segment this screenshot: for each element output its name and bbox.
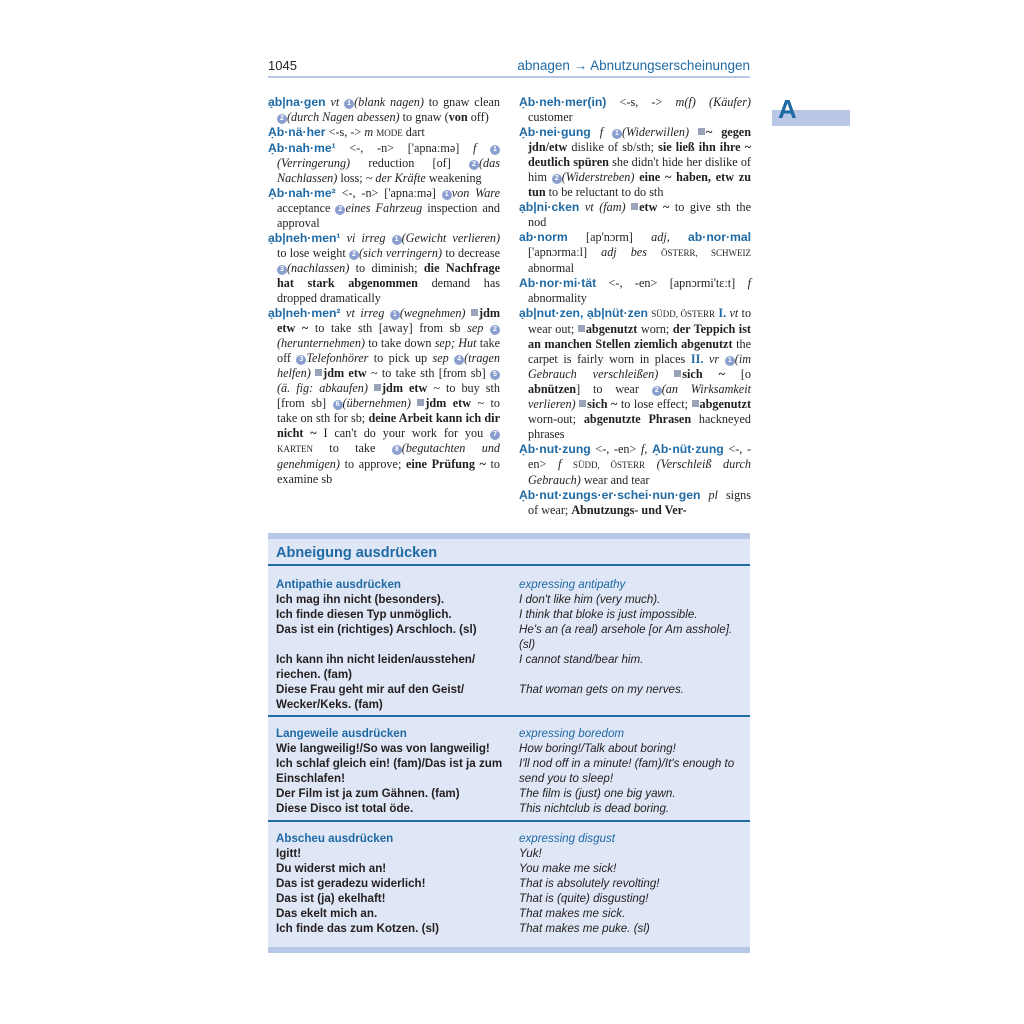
entry-abnormitaet: Ab·nor·mi·tät <-, -en> [apnɔrmi'tɛːt] f abnormality bbox=[519, 276, 751, 305]
phrase-row: Diese Disco ist total öde. This nichtclub is dead boring. bbox=[276, 802, 670, 815]
sense-number-icon: 1 bbox=[442, 190, 452, 200]
square-bullet-icon bbox=[374, 384, 381, 391]
entry-abnehmen-1: ạb|neh·men¹ vi irreg 1 (Gewicht verlieren) to lose weight 2 (sich verringern) to decrease 3 (nachlassen) to diminish; die Nachfrage hat stark abgenommen demand has dropped dramatically bbox=[268, 231, 501, 305]
usage-box bbox=[268, 533, 750, 953]
square-bullet-icon bbox=[631, 203, 638, 210]
entry-abnahme-2: Ạb·nah·me² <-, -n> ['apnaːmə] 1 von Ware acceptance 2 eines Fahrzeug inspection and approval bbox=[268, 186, 500, 230]
sense-number-icon: 2 bbox=[552, 174, 562, 184]
entry-abnehmen-2: ạb|neh·men² vt irreg 1 (wegnehmen) jdm etw ~ to take sth [away] from sb sep 2(herunternehmen) to take down sep; Hut take off 3 Telefonhörer to pick up sep 4 (tragen helfen) jdm etw ~ to take sth [from sb] 5(ä. fig: abkaufen) jdm etw ~ to buy sth [from sb] 6 (übernehmen) jdm etw ~ to take on sth for sb; deine Arbeit kann ich dir nicht ~ I can't do your work for you 7KARTEN to take 8 (begutachten und genehmigen) to approve; eine Prüfung ~ to examine sb bbox=[268, 306, 501, 486]
box-divider bbox=[268, 820, 750, 822]
thumb-index-letter: A bbox=[778, 94, 797, 124]
entry-abnehmer: Ạb·neh·mer(in) <-s, -> m(f) (Käufer) customer bbox=[519, 95, 751, 124]
headword: Ạb·nah·me¹ bbox=[268, 141, 336, 155]
phrase-row: Das ekelt mich an. That makes me sick. bbox=[276, 907, 626, 920]
sense-number-icon: 3 bbox=[296, 355, 306, 365]
headword: Ab·nor·mi·tät bbox=[519, 276, 597, 290]
square-bullet-icon bbox=[471, 309, 478, 316]
entry-abneigung: Ạb·nei·gung f 1 (Widerwillen) ~ gegen jdn/etw dislike of sb/sth; sie ließ ihn ihre ~ deutlich spüren she didn't hide her dislike of him 2 (Widerstreben) eine ~ haben, etw zu tun to be reluctant to do sth bbox=[519, 125, 751, 199]
entry-abnaeher: Ạb·nä·her <-s, -> m MODE dart bbox=[268, 125, 425, 139]
sense-number-icon: 2 bbox=[335, 205, 345, 215]
square-bullet-icon bbox=[579, 400, 586, 407]
headword: ạb|ni·cken bbox=[519, 200, 580, 214]
box-section-antipathy bbox=[276, 577, 746, 712]
box-bottom-bar bbox=[268, 947, 750, 953]
section-heading: Antipathie ausdrücken expressing antipathy bbox=[276, 578, 626, 591]
box-section-disgust bbox=[276, 831, 746, 936]
sense-number-icon: 5 bbox=[490, 370, 500, 380]
sense-number-icon: 7 bbox=[490, 430, 500, 440]
phrase-row: Der Film ist ja zum Gähnen. (fam) The film is (just) one big yawn. bbox=[276, 787, 676, 800]
square-bullet-icon bbox=[674, 370, 681, 377]
headword: Ạb·nei·gung bbox=[519, 125, 591, 139]
entry-abnorm: ab·norm [ap'nɔrm] adj, ab·nor·mal ['apnɔrmaːl] adj bes ÖSTERR, SCHWEIZ abnormal bbox=[519, 230, 752, 275]
box-top-bar bbox=[268, 533, 750, 539]
entry-abnicken: ạb|ni·cken vt (fam) etw ~ to give sth the nod bbox=[519, 200, 752, 229]
sense-number-icon: 1 bbox=[390, 310, 400, 320]
sense-number-icon: 1 bbox=[392, 235, 402, 245]
phrase-row: Diese Frau geht mir auf den Geist/ Wecker/Keks. (fam) That woman gets on my nerves. bbox=[276, 683, 684, 711]
phrase-row: Ich mag ihn nicht (besonders). I don't like him (very much). bbox=[276, 593, 661, 606]
section-heading: Abscheu ausdrücken expressing disgust bbox=[276, 832, 616, 845]
sense-number-icon: 1 bbox=[612, 129, 622, 139]
header-rule bbox=[268, 76, 750, 78]
box-divider bbox=[268, 564, 750, 566]
square-bullet-icon bbox=[315, 369, 322, 376]
phrase-row: Ich finde diesen Typ unmöglich. I think that bloke is just impossible. bbox=[276, 608, 698, 621]
entry-abnutzungserscheinungen: Ạb·nut·zungs·er·schei·nun·gen pl signs of wear; Abnutzungs- und Ver- bbox=[519, 488, 751, 517]
sense-number-icon: 2 bbox=[652, 386, 662, 396]
headword: ab·nor·mal bbox=[688, 230, 752, 244]
page-number: 1045 bbox=[268, 58, 297, 73]
sense-number-icon: 4 bbox=[454, 355, 464, 365]
sense-number-icon: 8 bbox=[392, 445, 402, 455]
box-section-boredom bbox=[276, 726, 746, 816]
sense-number-icon: 2 bbox=[349, 250, 359, 260]
phrase-row: Ich schlaf gleich ein! (fam)/Das ist ja zum Einschlafen! I'll nod off in a minute! (fam)/It's enough to send you to sleep! bbox=[276, 757, 735, 785]
headword: ạb|neh·men¹ bbox=[268, 231, 341, 245]
square-bullet-icon bbox=[417, 399, 424, 406]
headword: ab·norm bbox=[519, 230, 568, 244]
dictionary-column-right bbox=[519, 95, 751, 518]
phrase-row: Das ist ein (richtiges) Arschloch. (sl) He's an (a real) arsehole [or Am asshole]. (sl) bbox=[276, 623, 733, 651]
phrase-row: Ich kann ihn nicht leiden/ausstehen/ riechen. (fam) I cannot stand/bear him. bbox=[276, 653, 644, 681]
phrase-row: Das ist geradezu widerlich! That is absolutely revolting! bbox=[276, 877, 660, 890]
sense-number-icon: 6 bbox=[333, 400, 343, 410]
headword: ạb|na·gen bbox=[268, 95, 326, 109]
sense-number-icon: 2 bbox=[277, 114, 287, 124]
headword: ạb|neh·men² bbox=[268, 306, 341, 320]
headword: Ạb·nut·zungs·er·schei·nun·gen bbox=[519, 488, 701, 502]
entry-abnutzen: ạb|nut·zen, ạb|nüt·zen SÜDD, ÖSTERR I. vt to wear out; abgenutzt worn; der Teppich ist an manchen Stellen ziemlich abgenutzt the carpet is fairly worn in places II. vr 1 (im Gebrauch verschleißen) sich ~ [o abnützen] to wear 2 (an Wirksamkeit verlieren) sich ~ to lose effect; abgenutzt worn-out; abgenutzte Phrasen hackneyed phrases bbox=[519, 306, 752, 441]
phrase-row: Das ist (ja) ekelhaft! That is (quite) disgusting! bbox=[276, 892, 649, 905]
headword: Ạb·nut·zung bbox=[519, 442, 591, 456]
box-divider bbox=[268, 715, 750, 717]
sense-number-icon: 1 bbox=[725, 356, 735, 366]
square-bullet-icon bbox=[698, 128, 705, 135]
dictionary-column-left bbox=[268, 95, 500, 487]
phrase-row: Igitt! Yuk! bbox=[276, 847, 542, 860]
section-heading: Langeweile ausdrücken expressing boredom bbox=[276, 727, 625, 740]
headword: Ạb·neh·mer(in) bbox=[519, 95, 607, 109]
phrase-row: Wie langweilig!/So was von langweilig! How boring!/Talk about boring! bbox=[276, 742, 676, 755]
sense-number-icon: 2 bbox=[490, 325, 500, 335]
box-title: Abneigung ausdrücken bbox=[276, 545, 438, 561]
square-bullet-icon bbox=[578, 325, 585, 332]
entry-abnahme-1: Ạb·nah·me¹ <-, -n> ['apnaːmə] f 1(Verringerung) reduction [of] 2 (das Nachlassen) loss; ~ der Kräfte weakening bbox=[268, 141, 500, 185]
headword: Ạb·nüt·zung bbox=[652, 442, 724, 456]
headword: Ạb·nah·me² bbox=[268, 186, 336, 200]
headword: ạb|nut·zen, ạb|nüt·zen bbox=[519, 306, 648, 320]
headword: Ạb·nä·her bbox=[268, 125, 326, 139]
sense-number-icon: 3 bbox=[277, 265, 287, 275]
phrase-row: Du widerst mich an! You make me sick! bbox=[276, 862, 617, 875]
sense-number-icon: 2 bbox=[469, 160, 479, 170]
entry-abnagen: ạb|na·gen vt 1 (blank nagen) to gnaw clean 2 (durch Nagen abessen) to gnaw (von off) bbox=[268, 95, 501, 124]
running-head: abnagen → Abnutzungserscheinungen bbox=[517, 58, 750, 73]
square-bullet-icon bbox=[692, 400, 699, 407]
sense-number-icon: 1 bbox=[344, 99, 354, 109]
sense-number-icon: 1 bbox=[490, 145, 500, 155]
entry-abnutzung: Ạb·nut·zung <-, -en> f, Ạb·nüt·zung <-, -en> f SÜDD, ÖSTERR (Verschleiß durch Gebrauch) wear and tear bbox=[519, 442, 752, 487]
phrase-row: Ich finde das zum Kotzen. (sl) That makes me puke. (sl) bbox=[276, 922, 650, 935]
